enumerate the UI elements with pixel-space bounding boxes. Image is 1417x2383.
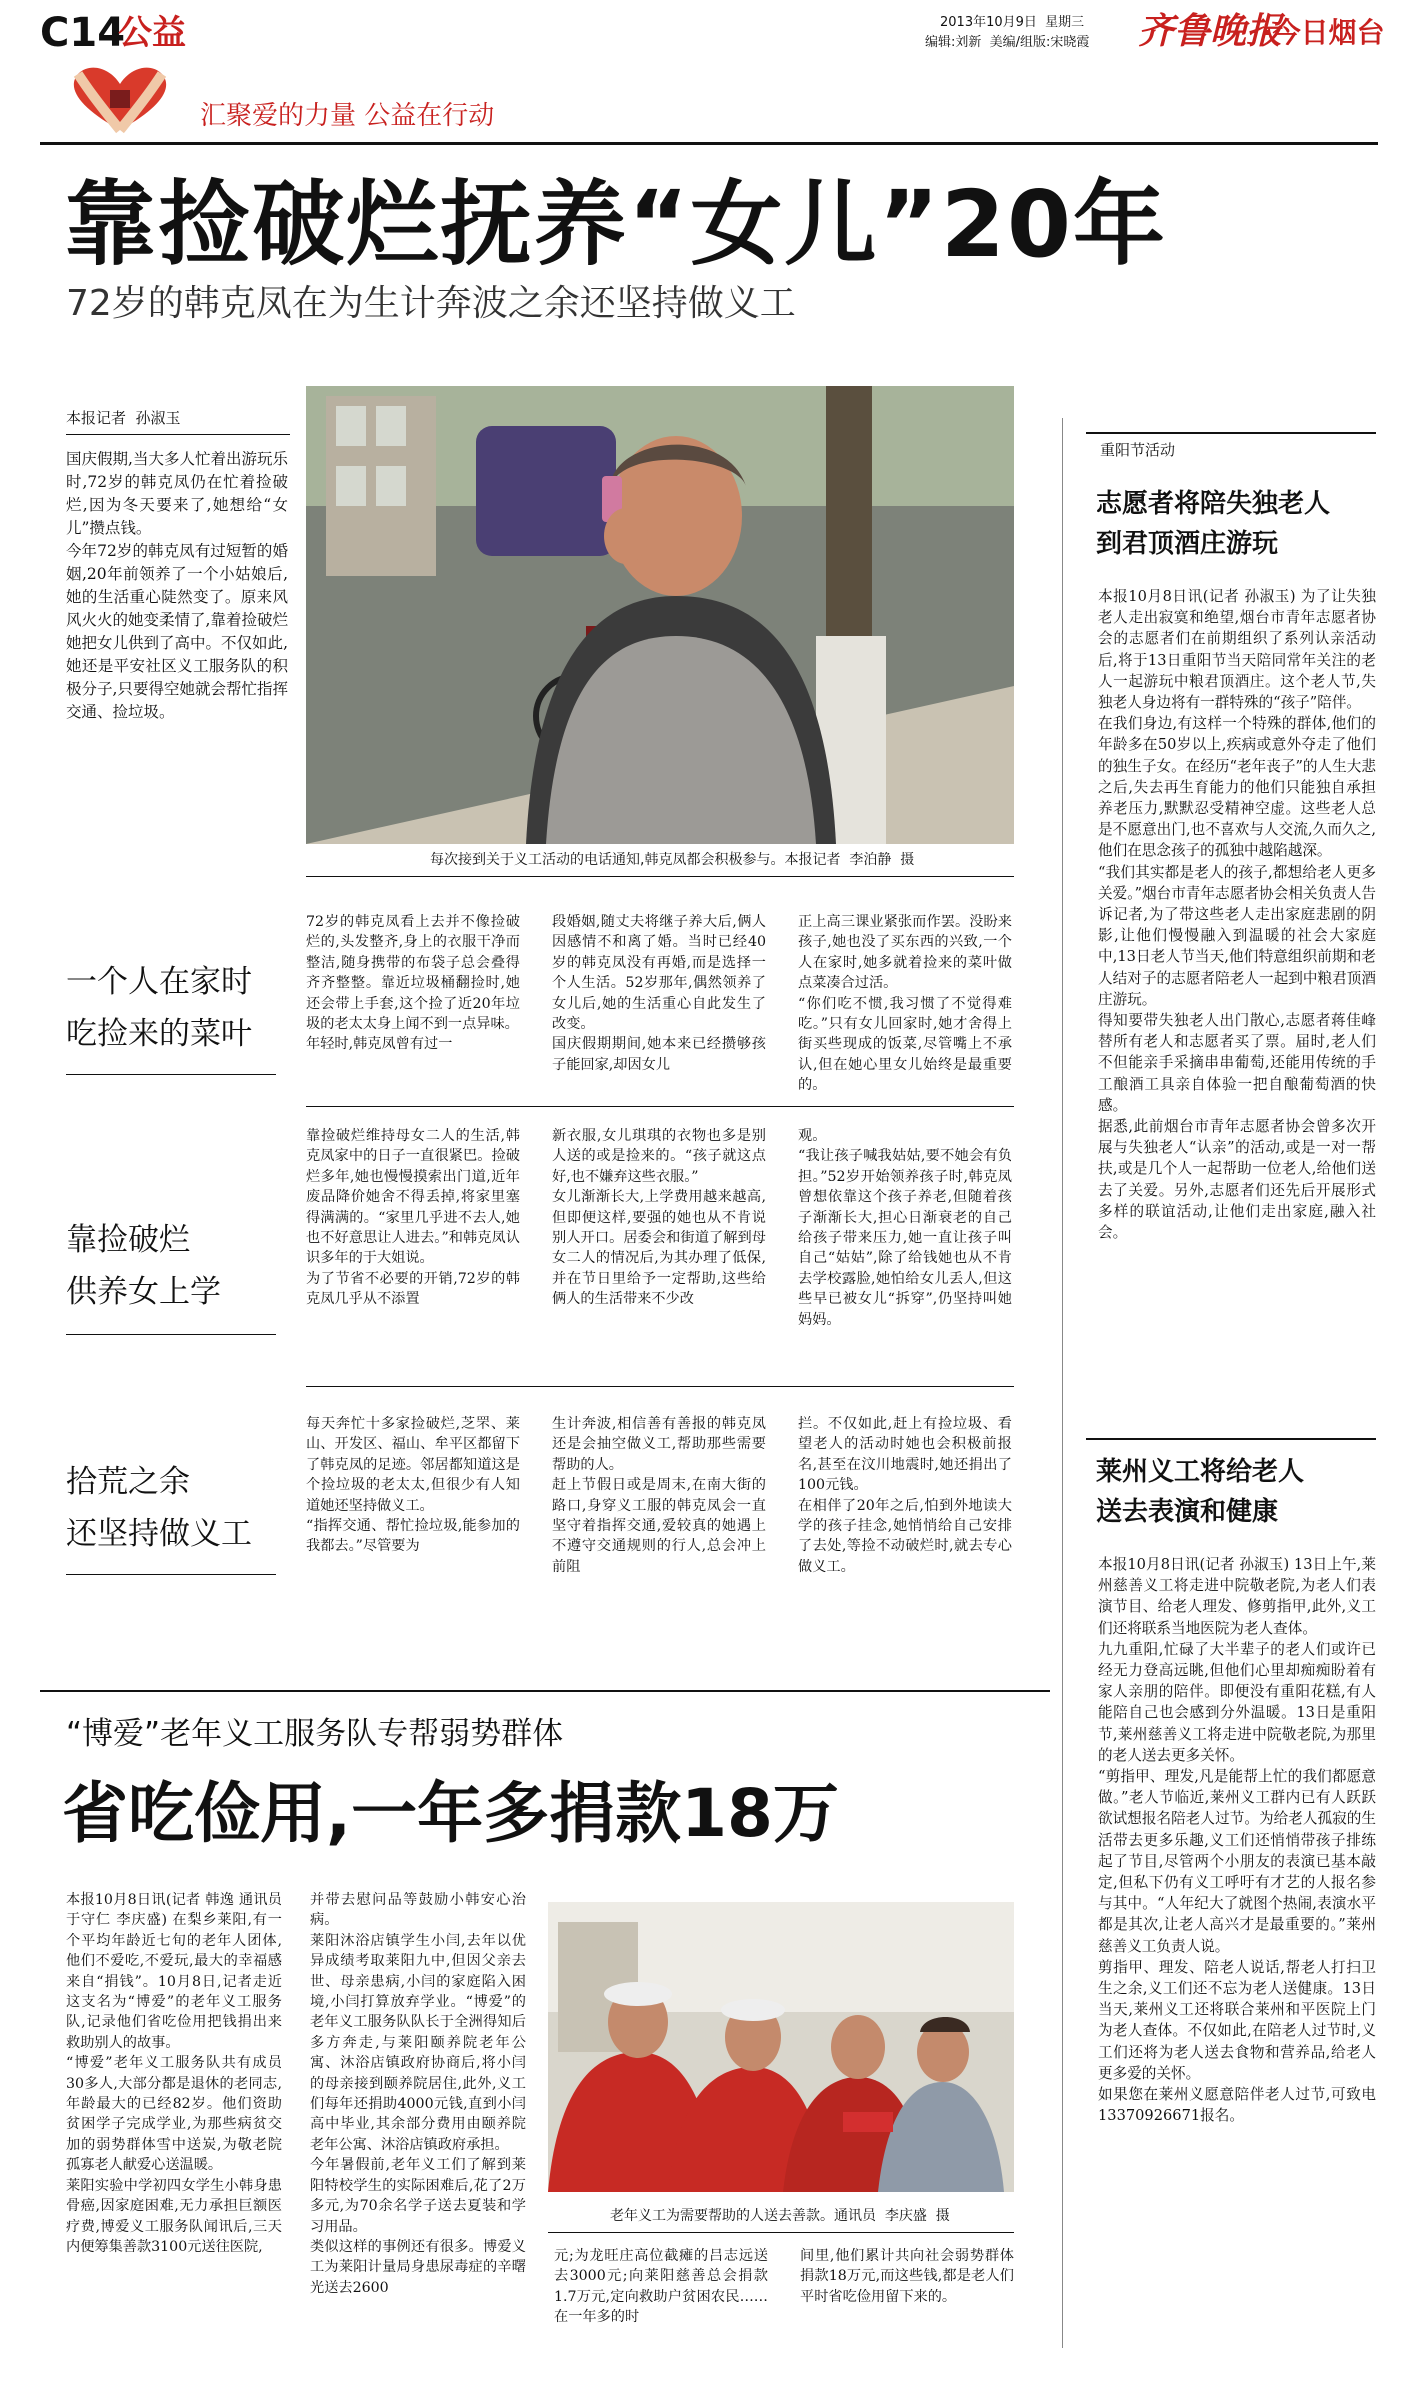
second-story-rule <box>40 1690 1050 1692</box>
sidebar-story2-title <box>1096 1452 1386 1532</box>
main-headline: 靠捡破烂抚养“女儿”20年 <box>64 171 1167 278</box>
sidebar-story2-rule <box>1086 1438 1376 1440</box>
masthead-rule <box>40 142 1378 145</box>
sidebar-tag: 重阳节活动 <box>1100 441 1176 459</box>
second-col2: 并带去慰问品等鼓励小韩安心治病。 莱阳沐浴店镇学生小闫,去年以优异成绩考取莱阳九中,但因父亲去世、母亲患病,小闫的家庭陷入困境,小闫打算放弃学业。“博爱”的老年义工服务队队长于全洲得知后多方奔走,与莱阳颐养院老年公寓、沐浴店镇政府协商后,将小闫的母亲接到颐养院居住,此外,义工们每年还捐助4000元钱,直到小闫高中毕业,其余部分费用由颐养院老年公寓、沐浴店镇政府承担。 今年暑假前,老年义工们了解到莱阳特校学生的实际困难后,花了2万多元,为70余名学子送去夏装和学习用品。 类似这样的事例还有很多。博爱义工为莱阳计量局身患尿毒症的辛曙光送去2600 <box>310 1892 526 2296</box>
section2-top-rule <box>306 1106 1014 1107</box>
main-photo <box>306 386 1014 844</box>
section1-col1: 72岁的韩克凤看上去并不像捡破烂的,头发整齐,身上的衣服干净而整洁,随身携带的布袋子总会叠得齐齐整整。靠近垃圾桶翻捡时,她还会带上手套,这个捡了近20年垃圾的老太太身上闻不到一点异味。 年轻时,韩克凤曾有过一 <box>306 914 520 1053</box>
second-kicker: “博爱”老年义工服务队专帮弱势群体 <box>66 1716 564 1752</box>
byline: 本报记者 孙淑玉 <box>66 409 181 427</box>
section3-heading <box>66 1456 286 1560</box>
second-headline: 省吃俭用,一年多捐款18万 <box>62 1775 839 1852</box>
main-photo-caption: 每次接到关于义工活动的电话通知,韩克凤都会积极参与。本报记者 李泊静 摄 <box>430 852 915 868</box>
section3-top-rule <box>306 1386 1014 1387</box>
section2-col2: 新衣服,女儿琪琪的衣物也多是别人送的或是捡来的。“孩子就这点好,也不嫌弃这些衣服。” 女儿渐渐长大,上学费用越来越高,但即便这样,要强的她也从不肯说别人开口。居委会和街道了解到母女二人的情况后,为其办理了低保,并在节日里给予一定帮助,这些给俩人的生活带来不少改 <box>552 1128 766 1308</box>
paper-name-logo: 齐鲁晚报 <box>1138 10 1283 52</box>
sidebar-story1-title-line1: 志愿者将陪失独老人 <box>1096 489 1331 519</box>
section1-heading <box>66 956 286 1060</box>
byline-rule <box>66 434 290 435</box>
section3-heading-line2: 还坚持做义工 <box>66 1516 252 1552</box>
sidebar-story1-title <box>1096 484 1386 564</box>
caption-rule <box>306 876 1014 877</box>
section2-heading-line2: 供养女上学 <box>66 1274 221 1310</box>
section1-heading-line1: 一个人在家时 <box>66 964 252 1000</box>
volunteers-photo <box>548 1902 1014 2192</box>
sidebar-story2-text: 本报10月8日讯(记者 孙淑玉) 13日上午,莱州慈善义工将走进中院敬老院,为老人们表演节目、给老人理发、修剪指甲,此外,义工们还将联系当地医院为老人查体。 九九重阳,忙碌了大半辈子的老人们或许已经无力登高远眺,但他们心里却痴痴盼着有家人亲朋的陪伴。即便没有重阳花糕,有人能陪自己也会感到分外温暖。13日是重阳节,莱州慈善义工将走进中院敬老院,为那里的老人送去更多关怀。 “剪指甲、理发,凡是能帮上忙的我们都愿意做。”老人节临近,莱州义工群内已有人跃跃欲试想报名陪老人过节。为给老人孤寂的生活带去更多乐趣,义工们还悄悄带孩子排练起了节目,尽管两个小朋友的表演已基本敲定,但私下仍有义工呼吁有才艺的人报名参与其中。“人年纪大了就图个热闹,表演水平都是其次,让老人高兴才是最重要的。”莱州慈善义工负责人说。 剪指甲、理发、陪老人说话,帮老人打扫卫生之余,义工们还不忘为老人送健康。13日当天,莱州义工还将联合莱州和平医院上门为老人查体。不仅如此,在陪老人过节时,义工们还将为老人送去食物和营养品,给老人更多爱的关怀。 如果您在莱州义愿意陪伴老人过节,可致电13370926671报名。 <box>1098 1556 1376 2125</box>
section1-heading-rule <box>66 1074 276 1075</box>
sidebar-story2-title-line1: 莱州义工将给老人 <box>1096 1457 1305 1487</box>
section1-heading-line2: 吃捡来的菜叶 <box>66 1016 252 1052</box>
sidebar-story1-text: 本报10月8日讯(记者 孙淑玉) 为了让失独老人走出寂寞和绝望,烟台市青年志愿者协会的志愿者们在前期组织了系列认亲活动后,将于13日重阳节当天陪同常年关注的老人一起游玩中粮君顶酒庄。这个老人节,失独老人身边将有一群特殊的“孩子”陪伴。 在我们身边,有这样一个特殊的群体,他们的年龄多在50岁以上,疾病或意外夺走了他们的独生子女。在经历“老年丧子”的人生大悲之后,失去再生育能力的他们只能独自承担养老压力,默默忍受精神空虚。这些老人总是不愿意出门,也不喜欢与人交流,久而久之,他们在思念孩子的孤独中越陷越深。 “我们其实都是老人的孩子,都想给老人更多关爱。”烟台市青年志愿者协会相关负责人告诉记者,为了带这些老人走出家庭悲剧的阴影,让他们慢慢融入到温暖的社会大家庭中,13日老人节当天,他们特意组织前期和老人结对子的志愿者陪老人一起到中粮君顶酒庄游玩。 得知要带失独老人出门散心,志愿者蒋佳峰替所有老人和志愿者买了票。届时,老人们不但能亲手采摘串串葡萄,还能用传统的手工酿酒工具亲自体验一把自酿葡萄酒的快感。 据悉,此前烟台市青年志愿者协会曾多次开展与失独老人“认亲”的活动,或是一对一帮扶,或是几个人一起帮助一位老人,给他们送去了关爱。另外,志愿者们还先后开展形式多样的联谊活动,让他们走出家庭,融入社会。 <box>1098 588 1376 1242</box>
section1-col3: 正上高三课业紧张而作罢。没盼来孩子,她也没了买东西的兴致,一个人在家时,她多就着捡来的菜叶做点菜凑合过活。 “你们吃不惯,我习惯了不觉得难吃。”只有女儿回家时,她才舍得上街买些现成的饭菜,尽管嘴上不承认,但在她心里女儿始终是最重要的。 <box>798 914 1012 1094</box>
second-col4: 间里,他们累计共向社会弱势群体捐款18万元,而这些钱,都是老人们平时省吃俭用留下来的。 <box>800 2248 1014 2305</box>
editors-line: 编辑:刘新 美编/组版:宋晓霞 <box>925 35 1090 50</box>
volunteers-caption-rule <box>548 2232 1014 2233</box>
section2-heading-rule <box>66 1334 276 1335</box>
lead-text: 国庆假期,当大多人忙着出游玩乐时,72岁的韩克凤仍在忙着捡破烂,因为冬天要来了,她想给“女儿”攒点钱。 今年72岁的韩克凤有过短暂的婚姻,20年前领养了一个小姑娘后,她的生活重心陡然变了。原来风风火火的她变柔情了,靠着捡破烂她把女儿供到了高中。不仅如此,她还是平安社区义工服务队的积极分子,只要得空她就会帮忙指挥交通、捡垃圾。 <box>66 450 288 721</box>
second-col3: 元;为龙旺庄高位截瘫的吕志远送去3000元;向莱阳慈善总会捐款1.7万元,定向救助户贫困农民……在一年多的时 <box>554 2248 768 2326</box>
section2-col1: 靠捡破烂维持母女二人的生活,韩克凤家中的日子一直很紧巴。捡破烂多年,她也慢慢摸索出门道,近年废品降价她舍不得丢掉,将家里塞得满满的。“家里几乎进不去人,她也不好意思让人进去。”和韩克凤认识多年的于大姐说。 为了节省不必要的开销,72岁的韩克凤几乎从不添置 <box>306 1128 520 1308</box>
page-number: C14 <box>40 10 126 56</box>
main-subheadline: 72岁的韩克凤在为生计奔波之余还坚持做义工 <box>66 283 796 324</box>
edition-name: ·今日烟台 <box>1262 16 1385 49</box>
sidebar-story1-title-line2: 到君顶酒庄游玩 <box>1096 529 1279 559</box>
heart-hands-logo <box>60 58 180 138</box>
section3-col1: 每天奔忙十多家捡破烂,芝罘、莱山、开发区、福山、牟平区都留下了韩克凤的足迹。邻居都知道这是个捡垃圾的老太太,但很少有人知道她还坚持做义工。 “指挥交通、帮忙捡垃圾,能参加的我都去。”尽管要为 <box>306 1416 520 1555</box>
section3-col3: 拦。不仅如此,赶上有捡垃圾、看望老人的活动时她也会积极前报名,甚至在汶川地震时,她还捐出了100元钱。 在相伴了20年之后,怕到外地读大学的孩子挂念,她悄悄给自己安排了去处,等捡不动破烂时,就去专心做义工。 <box>798 1416 1012 1575</box>
section3-col2: 生计奔波,相信善有善报的韩克凤还是会抽空做义工,帮助那些需要帮助的人。 赶上节假日或是周末,在南大街的路口,身穿义工服的韩克凤会一直坚守着指挥交通,爱较真的她遇上不遵守交通规则的行人,总会冲上前阻 <box>552 1416 766 1575</box>
second-col1: 本报10月8日讯(记者 韩逸 通讯员 于守仁 李庆盛) 在梨乡莱阳,有一个平均年龄近七旬的老年人团体,他们不爱吃,不爱玩,最大的幸福感来自“捐钱”。10月8日,记者走近这支名为“博爱”的老年义工服务队,记录他们省吃俭用把钱捐出来救助别人的故事。 “博爱”老年义工服务队共有成员30多人,大部分都是退休的老同志,年龄最大的已经82岁。他们资助贫困学子完成学业,为那些病贫交加的弱势群体雪中送炭,为敬老院孤寡老人献爱心送温暖。 莱阳实验中学初四女学生小韩身患骨癌,因家庭困难,无力承担巨额医疗费,博爱义工服务队闻讯后,三天内便筹集善款3100元送往医院, <box>66 1892 282 2255</box>
date-line: 2013年10月9日 星期三 <box>940 15 1085 30</box>
sidebar-divider <box>1062 418 1063 2348</box>
section2-heading-line1: 靠捡破烂 <box>66 1222 190 1258</box>
section2-col3: 观。 “我让孩子喊我姑姑,要不她会有负担。”52岁开始领养孩子时,韩克凤曾想依靠这个孩子养老,但随着孩子渐渐长大,担心日渐衰老的自己给孩子带来压力,她一直让孩子叫自己“姑姑”,除了给钱她也从不肯去学校露脸,她怕给女儿丢人,但这些早已被女儿“拆穿”,仍坚持叫她妈妈。 <box>798 1128 1012 1328</box>
section1-col2: 段婚姻,随丈夫将继子养大后,俩人因感情不和离了婚。当时已经40岁的韩克凤没有再婚,而是选择一个人生活。52岁那年,偶然领养了女儿后,她的生活重心自此发生了改变。 国庆假期期间,她本来已经攒够孩子能回家,却因女儿 <box>552 914 766 1073</box>
section3-heading-rule <box>66 1574 276 1575</box>
section3-heading-line1: 拾荒之余 <box>66 1464 190 1500</box>
sidebar-story2-title-line2: 送去表演和健康 <box>1096 1497 1279 1527</box>
section-name: 公益 <box>118 13 186 53</box>
sidebar-top-rule <box>1086 432 1376 434</box>
volunteers-photo-caption: 老年义工为需要帮助的人送去善款。通讯员 李庆盛 摄 <box>610 2208 950 2224</box>
section2-heading <box>66 1214 286 1318</box>
slogan: 汇聚爱的力量 公益在行动 <box>200 101 495 131</box>
